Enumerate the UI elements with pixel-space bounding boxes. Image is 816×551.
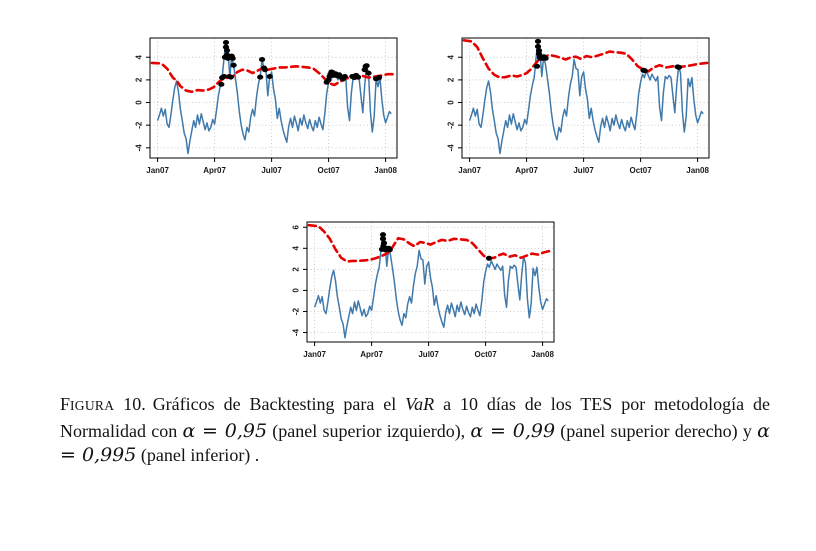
x-tick-label: Apr07	[203, 166, 226, 175]
y-tick-label: -4	[291, 328, 301, 337]
caption-text-1: Gráficos de Backtesting para el	[152, 394, 406, 414]
y-tick-label: -2	[291, 307, 301, 316]
alpha-095: α = 0,95	[182, 419, 268, 442]
x-tick-label: Jul07	[261, 166, 282, 175]
plot-frame	[150, 38, 397, 158]
y-tick-label: 0	[446, 100, 456, 105]
y-tick-label: 0	[291, 288, 301, 293]
y-tick-label: 2	[134, 77, 144, 83]
exceedance-dot	[486, 256, 492, 261]
exceedance-dot	[262, 67, 268, 72]
x-tick-label: Oct07	[629, 166, 652, 175]
backtesting-chart-var995	[280, 216, 568, 374]
exceedance-dot	[223, 40, 229, 45]
x-tick-label: Apr07	[360, 350, 383, 359]
y-tick-label: 4	[291, 246, 301, 251]
exceedance-dot	[267, 74, 273, 79]
y-tick-label: 4	[446, 55, 456, 60]
alpha-099: α = 0,99	[470, 419, 556, 442]
x-tick-label: Jan07	[146, 166, 169, 175]
caption-text-5: (panel inferior) .	[136, 445, 260, 465]
exceedance-dot	[231, 63, 237, 68]
var-term: VaR	[405, 394, 435, 414]
returns-line	[315, 235, 549, 338]
x-tick-label: Apr07	[515, 166, 538, 175]
exceedance-dot	[342, 74, 348, 79]
y-tick-label: -2	[446, 121, 456, 129]
returns-line	[470, 43, 704, 154]
x-tick-label: Jul07	[418, 350, 439, 359]
x-tick-label: Jan07	[458, 166, 481, 175]
exceedance-dot	[221, 74, 227, 79]
y-tick-label: 2	[291, 267, 301, 272]
y-tick-label: 4	[134, 55, 144, 60]
figure-number: 10.	[123, 394, 146, 414]
exceedance-dot	[376, 75, 382, 80]
exceedance-dot	[365, 71, 371, 76]
exceedance-dot	[224, 48, 230, 53]
alpha-0995: α = 0,995	[60, 419, 770, 466]
x-tick-label: Jan08	[686, 166, 709, 175]
chart-panel-var95	[123, 32, 411, 190]
chart-panel-var995	[280, 216, 568, 374]
var-line	[309, 225, 552, 261]
x-tick-label: Jan08	[374, 166, 397, 175]
y-tick-label: -2	[134, 121, 144, 129]
caption-text-4: (panel superior derecho) y	[555, 420, 758, 441]
x-tick-label: Jan08	[531, 350, 554, 359]
y-tick-label: -4	[446, 144, 456, 152]
chart-panel-var99	[435, 32, 723, 190]
var-line	[464, 40, 707, 77]
exceedance-dot	[230, 56, 236, 61]
exceedance-dot	[642, 68, 648, 73]
x-tick-label: Jul07	[573, 166, 594, 175]
y-tick-label: 6	[291, 225, 301, 230]
exceedance-dot	[543, 56, 549, 61]
caption-label: FIGURA	[60, 394, 115, 414]
exceedance-dot	[218, 82, 224, 87]
exceedance-dot	[228, 75, 234, 80]
exceedance-dot	[257, 75, 263, 80]
exceedance-dot	[534, 64, 540, 69]
exceedance-dot	[387, 247, 393, 252]
exceedance-dot	[364, 63, 370, 68]
y-tick-label: -4	[134, 144, 144, 152]
returns-line	[158, 43, 392, 154]
figure-caption	[60, 392, 770, 468]
x-tick-label: Oct07	[317, 166, 340, 175]
caption-text-3: (panel superior izquierdo),	[267, 420, 471, 441]
y-tick-label: 2	[446, 77, 456, 83]
backtesting-chart-var99	[435, 32, 723, 190]
exceedance-dot	[259, 57, 265, 62]
exceedance-dot	[535, 39, 541, 44]
caption-text-2: a 10 días de los TES por metodología de Normalidad con	[60, 394, 771, 441]
y-tick-label: 0	[134, 100, 144, 105]
exceedance-dot	[355, 75, 361, 80]
backtesting-chart-var95	[123, 32, 411, 190]
x-tick-label: Oct07	[474, 350, 497, 359]
exceedance-dot	[380, 236, 386, 241]
x-tick-label: Jan07	[303, 350, 326, 359]
exceedance-dot	[676, 65, 682, 70]
